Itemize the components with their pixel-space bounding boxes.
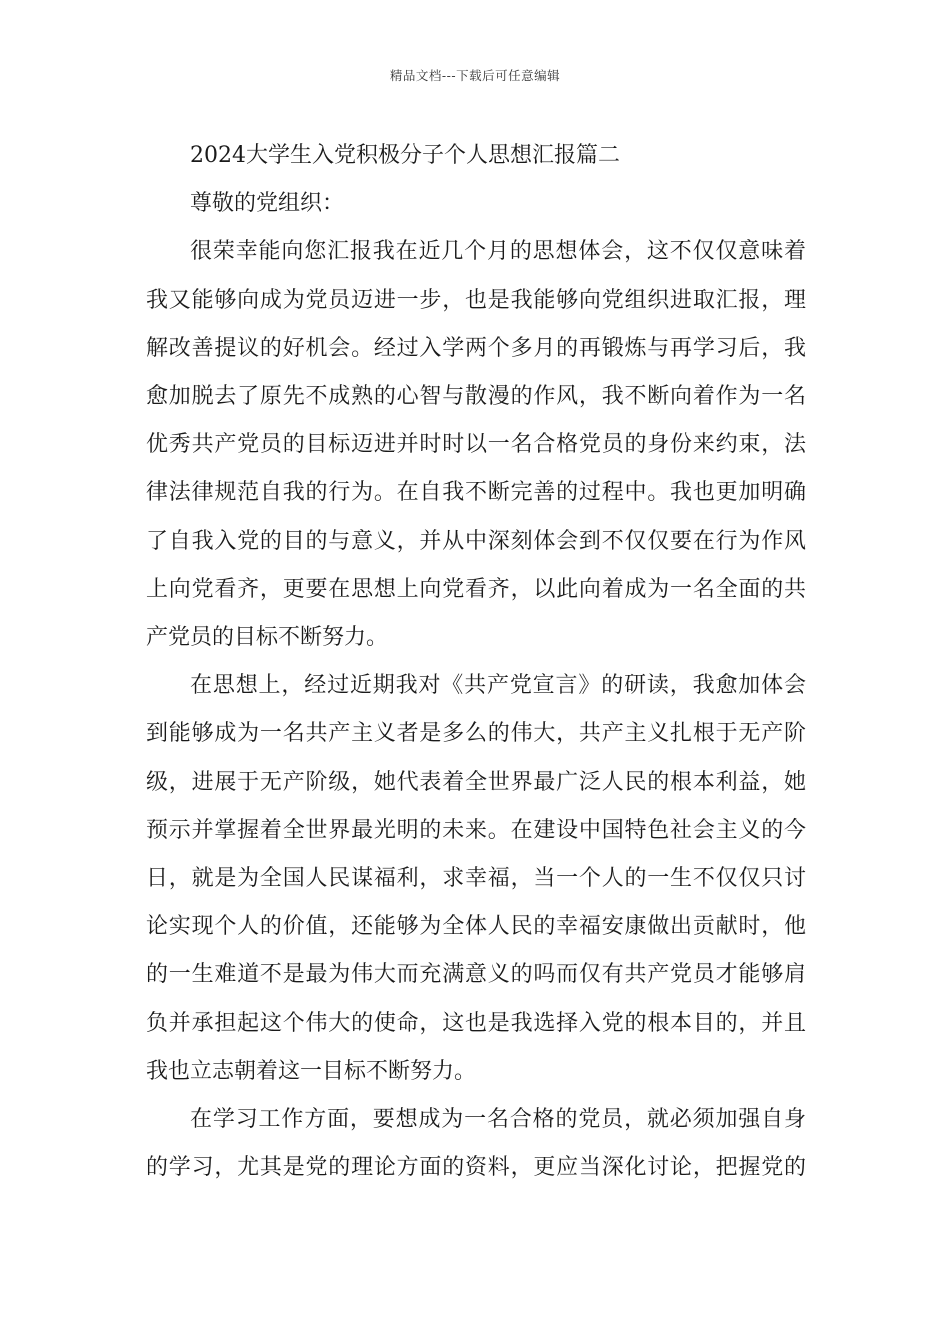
paragraph-line: 很荣幸能向您汇报我在近几个月的思想体会，这不仅仅意味着 — [190, 239, 806, 265]
document-body — [146, 132, 806, 1192]
salutation: 尊敬的党组织： — [190, 191, 345, 217]
paragraph-line: 论实现个人的价值，还能够为全体人民的幸福安康做出贡献时，他 — [146, 914, 806, 940]
paragraph-line: 解改善提议的好机会。经过入学两个多月的再锻炼与再学习后，我 — [146, 335, 806, 361]
paragraph-line: 在学习工作方面，要想成为一名合格的党员，就必须加强自身 — [190, 1107, 806, 1133]
paragraph-line: 愈加脱去了原先不成熟的心智与散漫的作风，我不断向着作为一名 — [146, 384, 806, 410]
paragraph-2 — [146, 662, 806, 1096]
paragraph-line: 产党员的目标不断努力。 — [146, 625, 389, 651]
paragraph-line: 在思想上，经过近期我对《共产党宣言》的研读，我愈加体会 — [190, 673, 806, 699]
paragraph-line: 我又能够向成为党员迈进一步，也是我能够向党组织进取汇报，理 — [146, 287, 806, 313]
paragraph-line: 到能够成为一名共产主义者是多么的伟大，共产主义扎根于无产阶 — [146, 721, 806, 747]
paragraph-line: 上向党看齐，更要在思想上向党看齐，以此向着成为一名全面的共 — [146, 576, 806, 602]
paragraph-1 — [146, 228, 806, 662]
paragraph-line: 的一生难道不是最为伟大而充满意义的吗而仅有共产党员才能够肩 — [146, 962, 806, 988]
paragraph-line: 的学习，尤其是党的理论方面的资料，更应当深化讨论，把握党的 — [146, 1155, 806, 1181]
document-title: 2024大学生入党积极分子个人思想汇报篇二 — [190, 143, 620, 168]
paragraph-line: 级，进展于无产阶级，她代表着全世界最广泛人民的根本利益，她 — [146, 769, 806, 795]
paragraph-line: 律法律规范自我的行为。在自我不断完善的过程中。我也更加明确 — [146, 480, 806, 506]
paragraph-line: 我也立志朝着这一目标不断努力。 — [146, 1058, 477, 1084]
paragraph-line: 负并承担起这个伟大的使命，这也是我选择入党的根本目的，并且 — [146, 1010, 806, 1036]
paragraph-line: 优秀共产党员的目标迈进并时时以一名合格党员的身份来约束，法 — [146, 432, 806, 458]
paragraph-line: 日，就是为全国人民谋福利，求幸福，当一个人的一生不仅仅只讨 — [146, 866, 806, 892]
paragraph-line: 了自我入党的目的与意义，并从中深刻体会到不仅仅要在行为作风 — [146, 528, 806, 554]
paragraph-3 — [146, 1096, 806, 1192]
page-header: 精品文档---下载后可任意编辑 — [389, 68, 561, 83]
paragraph-line: 预示并掌握着全世界最光明的未来。在建设中国特色社会主义的今 — [146, 817, 806, 843]
